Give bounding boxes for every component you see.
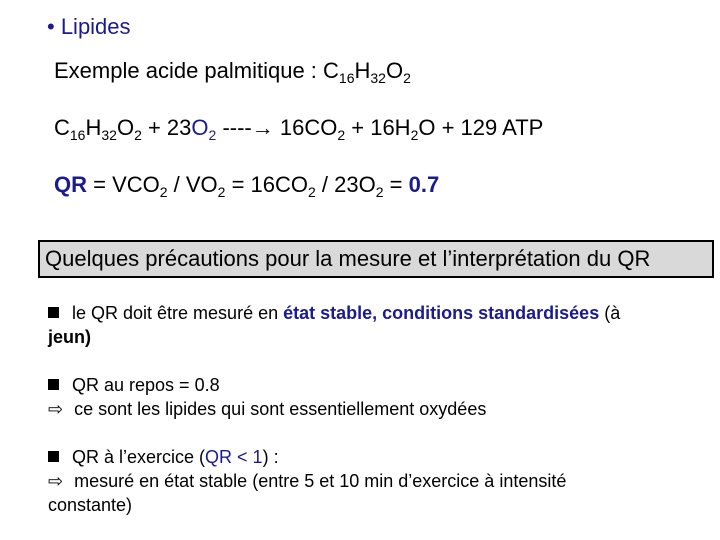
qr-formula	[54, 172, 439, 198]
eq-o2-sub: 2	[208, 127, 217, 143]
outline-arrow-icon: ⇨	[48, 471, 64, 491]
eq-o: O	[116, 115, 135, 140]
item-rest-qr	[48, 373, 688, 421]
item1-text-c: (à	[599, 303, 621, 323]
eq-h2o-sub: 2	[410, 127, 419, 143]
sub-o: 2	[403, 70, 411, 86]
qr-23o2: / 23O	[315, 172, 376, 197]
eq-h: H	[85, 115, 102, 140]
item3-text-c: ) :	[262, 447, 279, 467]
eq-o-sub: 2	[134, 127, 142, 143]
square-bullet-icon	[48, 379, 59, 390]
qr-sub3: 2	[308, 184, 316, 200]
square-bullet-icon	[48, 451, 59, 462]
item3-text-a: QR à l’exercice (	[67, 447, 206, 467]
qr-sub1: 2	[159, 184, 168, 200]
outline-arrow-icon: ⇨	[48, 399, 64, 419]
precautions-heading-box: Quelques précautions pour la mesure et l’interprétation du QR	[38, 240, 714, 278]
eq-o2: O	[191, 115, 209, 140]
item3-text-d: mesuré en état stable (entre 5 et 10 min d’exercice à intensité	[69, 471, 567, 491]
eq-h2o: + 16H	[345, 115, 411, 140]
eq-co2-sub: 2	[337, 127, 346, 143]
eq-c-sub: 16	[69, 127, 86, 143]
eq-h-sub: 32	[101, 127, 117, 143]
example-prefix: Exemple acide palmitique : C	[54, 58, 339, 83]
item3-text-e: constante)	[48, 495, 133, 515]
eq-plus: + 23	[141, 115, 192, 140]
qr-value: 0.7	[408, 172, 440, 197]
qr-sub2: 2	[217, 184, 226, 200]
square-bullet-icon	[48, 307, 59, 318]
item-stable-state	[48, 301, 688, 349]
sub-h: 32	[370, 70, 386, 86]
h-letter: H	[354, 58, 371, 83]
item3-highlight: QR < 1	[205, 447, 263, 467]
eq-co2: 16CO	[273, 115, 338, 140]
reaction-equation	[54, 115, 543, 141]
qr-equals: =	[383, 172, 409, 197]
sub-c: 16	[338, 70, 355, 86]
eq-atp: O + 129 ATP	[418, 115, 544, 140]
example-line	[54, 58, 411, 84]
right-arrow-icon: →	[251, 115, 274, 140]
qr-vo2: / VO	[167, 172, 218, 197]
item1-text-a: le QR doit être mesuré en	[67, 303, 284, 323]
item1-highlight: état stable, conditions standardisées	[283, 303, 600, 323]
qr-label: QR	[54, 172, 87, 197]
item1-text-d: jeun)	[48, 327, 91, 347]
eq-dashes: ----	[216, 115, 252, 140]
item2-text-b: ce sont les lipides qui sont essentiellement oxydées	[69, 399, 487, 419]
item-exercise-qr	[48, 445, 688, 517]
eq-c: C	[54, 115, 70, 140]
o-letter: O	[385, 58, 404, 83]
item2-text-a: QR au repos = 0.8	[67, 375, 220, 395]
qr-vco2: = VCO	[87, 172, 160, 197]
qr-16co2: = 16CO	[225, 172, 309, 197]
qr-sub4: 2	[375, 184, 384, 200]
section-title: • Lipides	[47, 14, 131, 39]
